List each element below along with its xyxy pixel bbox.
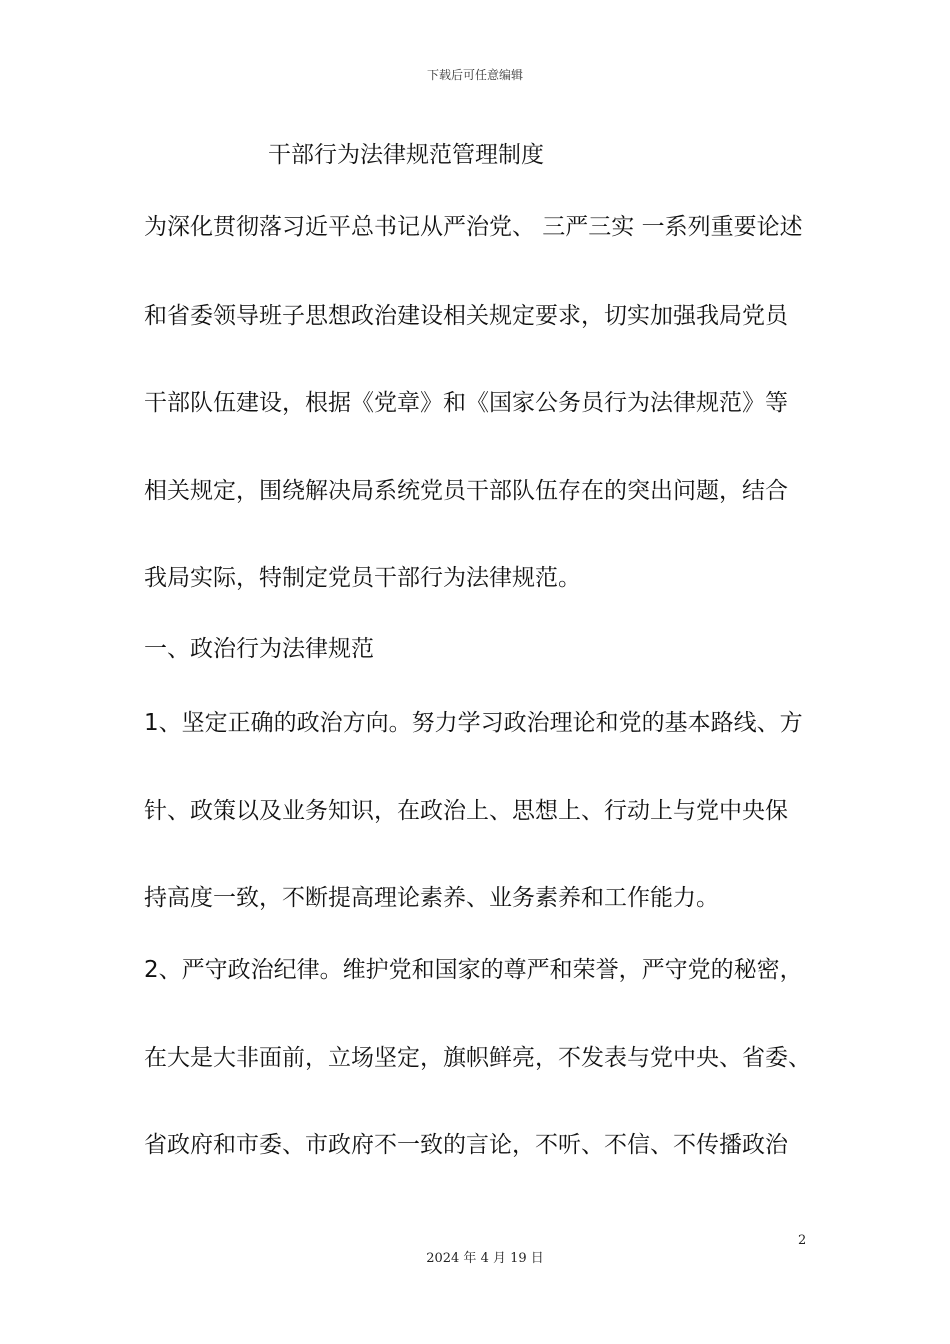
body-line-5: 我局实际，特制定党员干部行为法律规范。 bbox=[144, 565, 581, 591]
body-line-1: 为深化贯彻落习近平总书记从严治党、 三严三实 一系列重要论述 bbox=[144, 214, 803, 240]
document-title: 干部行为法律规范管理制度 bbox=[268, 142, 544, 168]
body-line-4: 相关规定，围绕解决局系统党员干部队伍存在的突出问题，结合 bbox=[144, 478, 788, 504]
body-line-9: 持高度一致，不断提高理论素养、业务素养和工作能力。 bbox=[144, 885, 719, 911]
body-line-8: 针、政策以及业务知识，在政治上、思想上、行动上与党中央保 bbox=[144, 798, 788, 824]
body-line-10: 2、严守政治纪律。维护党和国家的尊严和荣誉，严守党的秘密， bbox=[144, 957, 803, 983]
footer-date: 2024 年 4 月 19 日 bbox=[426, 1251, 544, 1266]
body-line-2: 和省委领导班子思想政治建设相关规定要求，切实加强我局党员 bbox=[144, 303, 788, 329]
section-heading: 一、政治行为法律规范 bbox=[144, 636, 374, 662]
body-line-7: 1、坚定正确的政治方向。努力学习政治理论和党的基本路线、方 bbox=[144, 710, 803, 736]
page-number: 2 bbox=[798, 1233, 807, 1248]
body-line-11: 在大是大非面前，立场坚定，旗帜鲜亮，不发表与党中央、省委、 bbox=[144, 1045, 811, 1071]
body-line-3: 干部队伍建设，根据《党章》和《国家公务员行为法律规范》等 bbox=[144, 390, 788, 416]
body-line-12: 省政府和市委、市政府不一致的言论，不听、不信、不传播政治 bbox=[144, 1132, 788, 1158]
header-note: 下载后可任意编辑 bbox=[426, 68, 523, 82]
